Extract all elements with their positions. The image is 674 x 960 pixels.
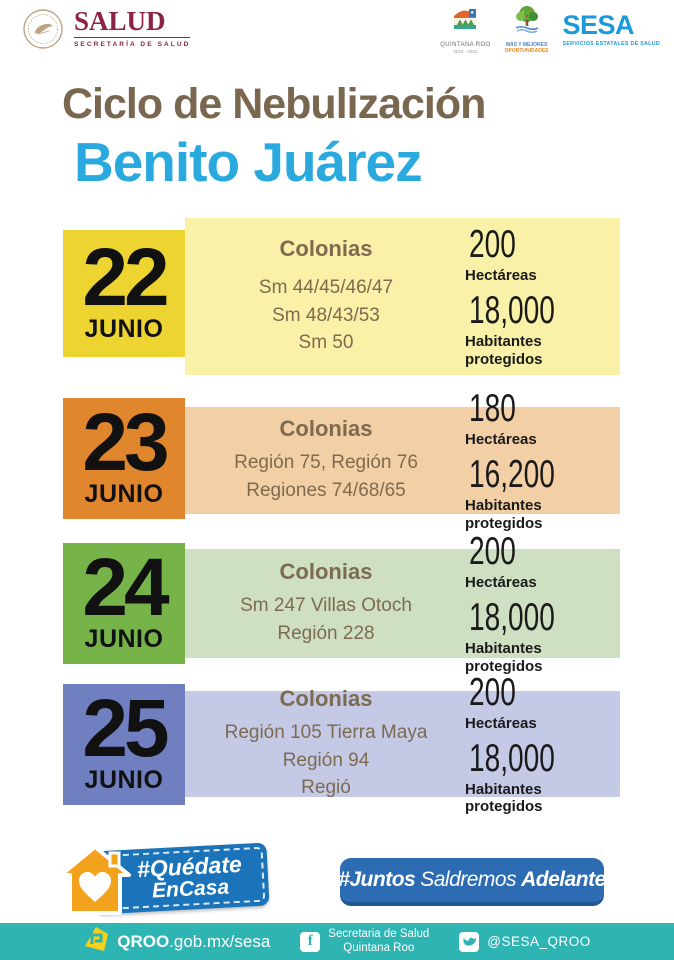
schedule-card-june-25 <box>0 670 674 816</box>
card-panel <box>185 530 620 675</box>
header <box>0 0 674 62</box>
facebook-icon: f <box>300 932 320 952</box>
day-number: 24 <box>82 542 166 634</box>
colonia-line: Región 105 Tierra Maya <box>224 722 428 744</box>
date-box <box>63 230 185 357</box>
quedate-line-2: EnCasa <box>151 875 230 903</box>
hectareas-value: 200 <box>469 530 516 574</box>
quintana-roo-logo <box>440 4 490 54</box>
colonias-column <box>185 549 451 658</box>
juntos-part-1: #Juntos <box>338 868 416 891</box>
colonias-column <box>185 686 451 799</box>
habitantes-value: 18,000 <box>469 289 555 333</box>
colonias-column <box>185 407 451 514</box>
twitter-icon <box>459 932 479 952</box>
schedule-card-june-22 <box>0 218 674 378</box>
salud-logo <box>22 8 190 55</box>
salud-divider <box>74 37 190 38</box>
colonia-line: Región 228 <box>277 623 375 644</box>
colonia-line: Regió <box>301 777 351 799</box>
quintana-roo-emblem-icon <box>448 4 482 41</box>
facebook-line-2: Quintana Roo <box>343 941 415 954</box>
footer-twitter <box>459 932 590 952</box>
house-heart-icon <box>56 842 134 925</box>
colonia-line: Sm 50 <box>298 332 354 354</box>
colonias-heading: Colonias <box>279 559 373 585</box>
hectareas-label: Hectáreas <box>465 267 537 285</box>
date-box <box>63 543 185 664</box>
habitantes-label: Habitantes protegidos <box>465 497 543 532</box>
hectareas-label: Hectáreas <box>465 431 537 449</box>
day-number: 22 <box>82 232 166 324</box>
habitantes-label: Habitantes protegidos <box>465 640 543 675</box>
colonia-line: Sm 247 Villas Otoch <box>240 595 412 617</box>
colonia-line: Región 94 <box>282 749 370 771</box>
colonia-line: Regiones 74/68/65 <box>246 480 406 501</box>
qroo-logo-icon <box>83 926 109 957</box>
stats-column <box>451 670 620 816</box>
colonia-line: Sm 44/45/46/47 <box>258 277 394 299</box>
stats-column <box>451 530 620 675</box>
quintana-roo-years: 2016 - 2022 <box>453 49 478 54</box>
day-number: 23 <box>82 397 166 489</box>
habitantes-value: 16,200 <box>469 453 555 497</box>
month-label: JUNIO <box>84 314 164 343</box>
footer-facebook <box>300 928 429 954</box>
sesa-subtitle: SERVICIOS ESTATALES DE SALUD <box>562 41 660 47</box>
footer-bar <box>0 923 674 960</box>
footer-website-bold: QROO <box>117 931 170 951</box>
partner-logos <box>440 4 660 54</box>
hectareas-value: 200 <box>469 223 516 267</box>
habitantes-label: Habitantes protegidos <box>465 333 543 368</box>
juntos-part-2: Saldremos <box>420 868 517 891</box>
month-label: JUNIO <box>84 765 164 794</box>
hectareas-label: Hectáreas <box>465 574 537 592</box>
oportunidades-caption-2: OPORTUNIDADES <box>504 48 549 54</box>
oportunidades-logo <box>505 4 549 54</box>
month-label: JUNIO <box>84 624 164 653</box>
colonias-column <box>185 218 451 375</box>
colonias-heading: Colonias <box>279 686 373 712</box>
card-panel <box>185 387 620 532</box>
hectareas-value: 200 <box>469 670 516 714</box>
juntos-saldremos-adelante-badge <box>340 858 604 906</box>
oportunidades-caption-1: MÁS Y MEJORES <box>505 42 548 48</box>
card-panel <box>185 670 620 816</box>
salud-wordmark-block <box>74 8 190 48</box>
colonias-heading: Colonias <box>279 236 373 262</box>
date-box <box>63 684 185 805</box>
day-number: 25 <box>82 683 166 775</box>
twitter-handle: @SESA_QROO <box>487 934 591 949</box>
stats-column <box>451 387 620 532</box>
hectareas-label: Hectáreas <box>465 714 537 732</box>
schedule-card-june-24 <box>0 530 674 675</box>
salud-eagle-icon <box>22 8 64 55</box>
quintana-roo-caption: QUINTANA ROO <box>440 42 491 48</box>
facebook-line-1: Secretaria de Salud <box>328 928 430 941</box>
oportunidades-tree-icon <box>510 4 544 41</box>
poster-title: Ciclo de Nebulización <box>62 80 486 128</box>
facebook-text <box>328 928 429 954</box>
poster-subtitle: Benito Juárez <box>74 131 422 193</box>
habitantes-label: Habitantes protegidos <box>465 780 543 816</box>
habitantes-value: 18,000 <box>469 596 555 640</box>
colonia-line: Región 75, Región 76 <box>234 452 418 474</box>
schedule-card-june-23 <box>0 387 674 532</box>
hectareas-value: 180 <box>469 387 516 431</box>
date-box <box>63 398 185 519</box>
salud-subtitle: SECRETARÍA DE SALUD <box>74 41 191 48</box>
habitantes-value: 18,000 <box>469 736 555 780</box>
juntos-part-3: Adelante <box>521 868 606 891</box>
footer-website <box>83 926 270 957</box>
footer-website-rest: .gob.mx/sesa <box>169 931 271 951</box>
sesa-wordmark: SESA <box>562 10 635 40</box>
colonias-heading: Colonias <box>279 416 373 442</box>
footer-website-text <box>117 932 270 952</box>
card-panel <box>185 218 620 375</box>
stats-column <box>451 218 620 375</box>
quedate-line-1: #Quédate <box>136 850 243 883</box>
salud-wordmark: SALUD <box>74 6 166 36</box>
month-label: JUNIO <box>84 479 164 508</box>
quedate-en-casa-badge <box>56 840 271 920</box>
colonia-line: Sm 48/43/53 <box>272 304 380 326</box>
sesa-logo <box>563 4 660 47</box>
